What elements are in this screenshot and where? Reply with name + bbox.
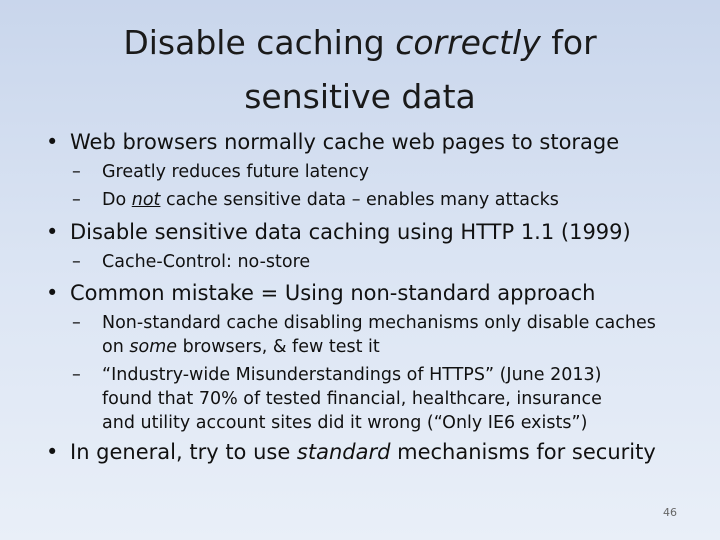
bullet-text: In general, try to use standard mechanisms for security xyxy=(70,440,656,464)
sub-bullet-text: Non-standard cache disabling mechanisms only disable caches on some browsers, & few test it xyxy=(102,313,656,357)
emphasis-some: some xyxy=(129,337,178,357)
dash-icon: – xyxy=(72,190,81,210)
page-number: 46 xyxy=(663,506,677,519)
title-line-1: Disable caching correctly for xyxy=(123,23,597,62)
dash-icon: – xyxy=(72,365,81,385)
sub-bullet-text: “Industry-wide Misunderstandings of HTTPS” (June 2013) found that 70% of tested financial, healthcare, insurance and utility account sites did it wrong (“Only IE6 exists”) xyxy=(102,365,602,433)
bullet-icon: • xyxy=(46,440,59,464)
sub-bullet-item xyxy=(72,311,682,359)
dash-icon: – xyxy=(72,252,81,272)
bullet-text: Common mistake = Using non-standard approach xyxy=(70,281,596,305)
sub-bullet-item xyxy=(72,363,682,435)
sub-bullet-text: Greatly reduces future latency xyxy=(102,162,369,182)
slide-title xyxy=(60,16,660,124)
sub-bullet-text: Do not cache sensitive data – enables many attacks xyxy=(102,190,559,210)
bullet-icon: • xyxy=(46,220,59,244)
bullet-text: Web browsers normally cache web pages to storage xyxy=(70,130,620,154)
bullet-icon: • xyxy=(46,130,59,154)
bullet-icon: • xyxy=(46,281,59,305)
bullet-text: Disable sensitive data caching using HTTP 1.1 (1999) xyxy=(70,220,631,244)
sub-bullet-text: Cache-Control: no-store xyxy=(102,252,311,272)
dash-icon: – xyxy=(72,162,81,182)
dash-icon: – xyxy=(72,313,81,333)
title-emphasis: correctly xyxy=(395,23,541,62)
title-line-2: sensitive data xyxy=(244,77,476,116)
emphasis-not: not xyxy=(131,190,161,210)
emphasis-standard: standard xyxy=(296,440,391,464)
